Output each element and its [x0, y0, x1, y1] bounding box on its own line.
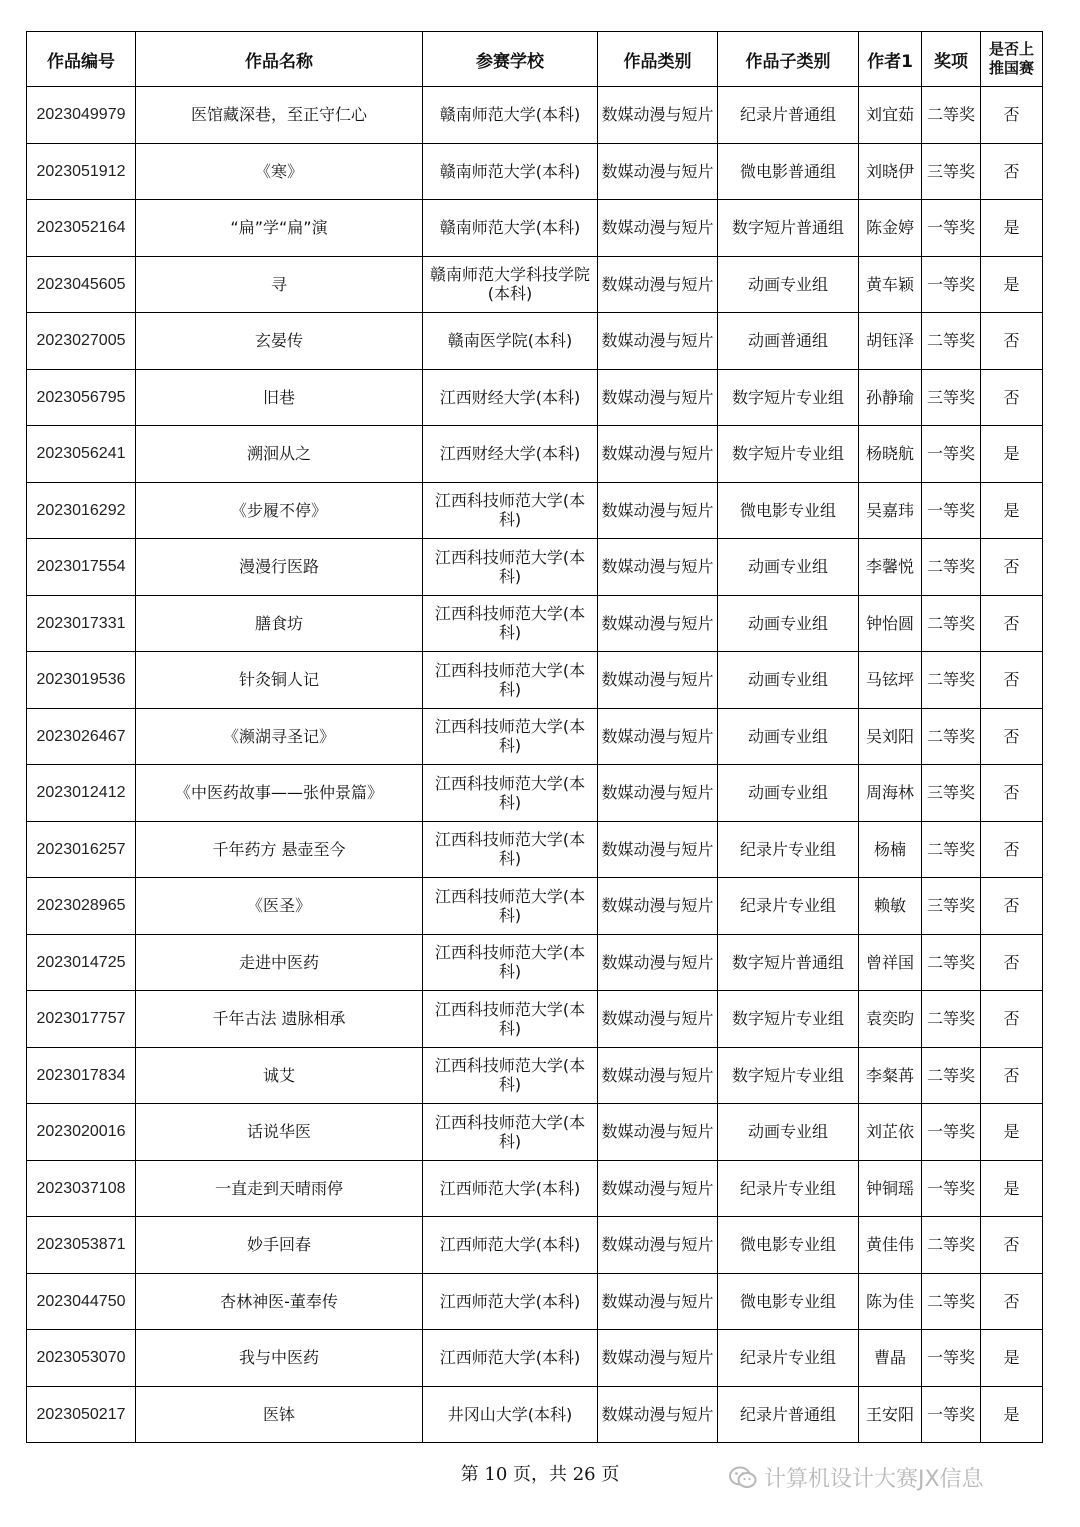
subcategory-cell: 动画专业组 — [718, 595, 859, 652]
subcategory-cell: 纪录片专业组 — [718, 1330, 859, 1387]
work-id-cell: 2023052164 — [27, 200, 136, 257]
category-cell: 数媒动漫与短片 — [598, 1047, 718, 1104]
author-cell: 马铉坪 — [859, 652, 922, 709]
school-cell: 江西科技师范大学(本科) — [423, 482, 598, 539]
category-cell: 数媒动漫与短片 — [598, 934, 718, 991]
page-footer: 第 10 页，共 26 页 — [460, 1464, 620, 1485]
work-title-cell: 我与中医药 — [136, 1330, 423, 1387]
work-id-cell: 2023053871 — [27, 1217, 136, 1274]
work-title-cell: 千年古法 遗脉相承 — [136, 991, 423, 1048]
subcategory-cell: 动画专业组 — [718, 765, 859, 822]
category-cell: 数媒动漫与短片 — [598, 708, 718, 765]
work-title-cell: 膳食坊 — [136, 595, 423, 652]
national-cell: 否 — [981, 143, 1043, 200]
award-cell: 二等奖 — [922, 1217, 981, 1274]
award-cell: 二等奖 — [922, 87, 981, 144]
work-id-cell: 2023050217 — [27, 1386, 136, 1443]
author-cell: 钟怡圆 — [859, 595, 922, 652]
work-title-cell: 诚艾 — [136, 1047, 423, 1104]
work-id-cell: 2023012412 — [27, 765, 136, 822]
header-cell: 参赛学校 — [423, 32, 598, 87]
author-cell: 胡钰泽 — [859, 313, 922, 370]
author-cell: 李粲苒 — [859, 1047, 922, 1104]
national-cell: 否 — [981, 313, 1043, 370]
header-cell: 作品编号 — [27, 32, 136, 87]
national-cell: 否 — [981, 652, 1043, 709]
subcategory-cell: 微电影普通组 — [718, 143, 859, 200]
work-id-cell: 2023056795 — [27, 369, 136, 426]
work-title-cell: 旧巷 — [136, 369, 423, 426]
table-row — [27, 991, 1043, 1048]
table-body — [27, 87, 1043, 1443]
work-id-cell: 2023044750 — [27, 1273, 136, 1330]
subcategory-cell: 微电影专业组 — [718, 1217, 859, 1274]
table-row — [27, 765, 1043, 822]
author-cell: 曹晶 — [859, 1330, 922, 1387]
work-id-cell: 2023019536 — [27, 652, 136, 709]
work-title-cell: 话说华医 — [136, 1104, 423, 1161]
award-cell: 三等奖 — [922, 369, 981, 426]
work-title-cell: “扁”学“扁”演 — [136, 200, 423, 257]
school-cell: 江西财经大学(本科) — [423, 426, 598, 483]
national-cell: 否 — [981, 991, 1043, 1048]
table-row — [27, 143, 1043, 200]
award-cell: 二等奖 — [922, 934, 981, 991]
subcategory-cell: 数字短片普通组 — [718, 934, 859, 991]
subcategory-cell: 动画专业组 — [718, 652, 859, 709]
author-cell: 刘芷依 — [859, 1104, 922, 1161]
category-cell: 数媒动漫与短片 — [598, 256, 718, 313]
award-cell: 二等奖 — [922, 1273, 981, 1330]
school-cell: 井冈山大学(本科) — [423, 1386, 598, 1443]
award-cell: 一等奖 — [922, 482, 981, 539]
table-row — [27, 1047, 1043, 1104]
category-cell: 数媒动漫与短片 — [598, 595, 718, 652]
work-title-cell: 《医圣》 — [136, 878, 423, 935]
work-id-cell: 2023020016 — [27, 1104, 136, 1161]
author-cell: 陈金婷 — [859, 200, 922, 257]
subcategory-cell: 动画普通组 — [718, 313, 859, 370]
award-cell: 二等奖 — [922, 652, 981, 709]
school-cell: 江西科技师范大学(本科) — [423, 1047, 598, 1104]
school-cell: 江西师范大学(本科) — [423, 1160, 598, 1217]
table-row — [27, 1217, 1043, 1274]
category-cell: 数媒动漫与短片 — [598, 313, 718, 370]
school-cell: 江西科技师范大学(本科) — [423, 652, 598, 709]
award-cell: 二等奖 — [922, 708, 981, 765]
school-cell: 赣南医学院(本科) — [423, 313, 598, 370]
work-id-cell: 2023016292 — [27, 482, 136, 539]
subcategory-cell: 数字短片普通组 — [718, 200, 859, 257]
table-row — [27, 878, 1043, 935]
work-id-cell: 2023045605 — [27, 256, 136, 313]
table-row — [27, 87, 1043, 144]
award-cell: 二等奖 — [922, 991, 981, 1048]
work-title-cell: 针灸铜人记 — [136, 652, 423, 709]
table-row — [27, 652, 1043, 709]
category-cell: 数媒动漫与短片 — [598, 1273, 718, 1330]
work-title-cell: 杏林神医-董奉传 — [136, 1273, 423, 1330]
category-cell: 数媒动漫与短片 — [598, 482, 718, 539]
author-cell: 刘晓伊 — [859, 143, 922, 200]
wechat-icon — [728, 1465, 758, 1491]
school-cell: 江西师范大学(本科) — [423, 1330, 598, 1387]
author-cell: 杨晓航 — [859, 426, 922, 483]
category-cell: 数媒动漫与短片 — [598, 200, 718, 257]
national-cell: 否 — [981, 539, 1043, 596]
subcategory-cell: 纪录片专业组 — [718, 821, 859, 878]
work-title-cell: 《寒》 — [136, 143, 423, 200]
subcategory-cell: 数字短片专业组 — [718, 426, 859, 483]
school-cell: 江西财经大学(本科) — [423, 369, 598, 426]
work-title-cell: 《中医药故事——张仲景篇》 — [136, 765, 423, 822]
work-title-cell: 医馆藏深巷，至正守仁心 — [136, 87, 423, 144]
work-title-cell: 走进中医药 — [136, 934, 423, 991]
national-cell: 是 — [981, 256, 1043, 313]
school-cell: 江西科技师范大学(本科) — [423, 1104, 598, 1161]
work-id-cell: 2023017757 — [27, 991, 136, 1048]
award-cell: 一等奖 — [922, 200, 981, 257]
table-row — [27, 313, 1043, 370]
work-id-cell: 2023026467 — [27, 708, 136, 765]
author-cell: 刘宜茹 — [859, 87, 922, 144]
national-cell: 否 — [981, 765, 1043, 822]
table-row — [27, 200, 1043, 257]
work-title-cell: 溯洄从之 — [136, 426, 423, 483]
work-id-cell: 2023017331 — [27, 595, 136, 652]
national-cell: 否 — [981, 369, 1043, 426]
category-cell: 数媒动漫与短片 — [598, 87, 718, 144]
subcategory-cell: 纪录片普通组 — [718, 1386, 859, 1443]
header-cell: 奖项 — [922, 32, 981, 87]
school-cell: 江西科技师范大学(本科) — [423, 878, 598, 935]
category-cell: 数媒动漫与短片 — [598, 426, 718, 483]
work-title-cell: 千年药方 悬壶至今 — [136, 821, 423, 878]
author-cell: 黄车颖 — [859, 256, 922, 313]
watermark-text: 计算机设计大赛JX信息 — [764, 1467, 984, 1492]
header-cell: 作品类别 — [598, 32, 718, 87]
header-cell: 作品名称 — [136, 32, 423, 87]
work-title-cell: 《濒湖寻圣记》 — [136, 708, 423, 765]
school-cell: 江西科技师范大学(本科) — [423, 765, 598, 822]
work-title-cell: 玄晏传 — [136, 313, 423, 370]
category-cell: 数媒动漫与短片 — [598, 143, 718, 200]
national-cell: 是 — [981, 1330, 1043, 1387]
national-cell: 是 — [981, 1386, 1043, 1443]
category-cell: 数媒动漫与短片 — [598, 821, 718, 878]
work-title-cell: 漫漫行医路 — [136, 539, 423, 596]
table-row — [27, 1160, 1043, 1217]
work-id-cell: 2023017554 — [27, 539, 136, 596]
work-id-cell: 2023056241 — [27, 426, 136, 483]
table-row — [27, 1104, 1043, 1161]
author-cell: 周海林 — [859, 765, 922, 822]
national-cell: 是 — [981, 200, 1043, 257]
award-cell: 三等奖 — [922, 765, 981, 822]
school-cell: 江西师范大学(本科) — [423, 1273, 598, 1330]
subcategory-cell: 纪录片普通组 — [718, 87, 859, 144]
header-cell: 作者1 — [859, 32, 922, 87]
national-cell: 否 — [981, 708, 1043, 765]
results-table — [26, 31, 1043, 1443]
national-cell: 否 — [981, 878, 1043, 935]
category-cell: 数媒动漫与短片 — [598, 369, 718, 426]
author-cell: 黄佳伟 — [859, 1217, 922, 1274]
national-cell: 否 — [981, 934, 1043, 991]
award-cell: 一等奖 — [922, 1330, 981, 1387]
school-cell: 江西科技师范大学(本科) — [423, 934, 598, 991]
work-id-cell: 2023049979 — [27, 87, 136, 144]
table-row — [27, 708, 1043, 765]
award-cell: 三等奖 — [922, 878, 981, 935]
table-row — [27, 595, 1043, 652]
table-row — [27, 1273, 1043, 1330]
work-title-cell: 医钵 — [136, 1386, 423, 1443]
subcategory-cell: 数字短片专业组 — [718, 369, 859, 426]
work-id-cell: 2023051912 — [27, 143, 136, 200]
category-cell: 数媒动漫与短片 — [598, 1104, 718, 1161]
author-cell: 陈为佳 — [859, 1273, 922, 1330]
work-title-cell: 妙手回春 — [136, 1217, 423, 1274]
national-cell: 是 — [981, 426, 1043, 483]
national-cell: 是 — [981, 482, 1043, 539]
school-cell: 江西科技师范大学(本科) — [423, 821, 598, 878]
table-row — [27, 1386, 1043, 1443]
category-cell: 数媒动漫与短片 — [598, 765, 718, 822]
national-cell: 否 — [981, 821, 1043, 878]
table-row — [27, 821, 1043, 878]
category-cell: 数媒动漫与短片 — [598, 1217, 718, 1274]
author-cell: 吴刘阳 — [859, 708, 922, 765]
award-cell: 二等奖 — [922, 1047, 981, 1104]
work-title-cell: 一直走到天晴雨停 — [136, 1160, 423, 1217]
school-cell: 赣南师范大学(本科) — [423, 200, 598, 257]
national-cell: 否 — [981, 1273, 1043, 1330]
header-cell: 作品子类别 — [718, 32, 859, 87]
school-cell: 赣南师范大学科技学院(本科) — [423, 256, 598, 313]
subcategory-cell: 微电影专业组 — [718, 1273, 859, 1330]
award-cell: 二等奖 — [922, 821, 981, 878]
author-cell: 曾祥国 — [859, 934, 922, 991]
work-title-cell: 寻 — [136, 256, 423, 313]
award-cell: 一等奖 — [922, 426, 981, 483]
school-cell: 江西科技师范大学(本科) — [423, 595, 598, 652]
school-cell: 江西科技师范大学(本科) — [423, 539, 598, 596]
work-id-cell: 2023037108 — [27, 1160, 136, 1217]
award-cell: 一等奖 — [922, 256, 981, 313]
subcategory-cell: 动画专业组 — [718, 539, 859, 596]
author-cell: 赖敏 — [859, 878, 922, 935]
award-cell: 二等奖 — [922, 595, 981, 652]
school-cell: 江西师范大学(本科) — [423, 1217, 598, 1274]
category-cell: 数媒动漫与短片 — [598, 1386, 718, 1443]
award-cell: 二等奖 — [922, 313, 981, 370]
national-cell: 否 — [981, 87, 1043, 144]
author-cell: 钟铜瑶 — [859, 1160, 922, 1217]
author-cell: 杨楠 — [859, 821, 922, 878]
national-cell: 否 — [981, 1047, 1043, 1104]
work-id-cell: 2023014725 — [27, 934, 136, 991]
national-cell: 否 — [981, 1217, 1043, 1274]
subcategory-cell: 动画专业组 — [718, 256, 859, 313]
table-row — [27, 426, 1043, 483]
subcategory-cell: 纪录片专业组 — [718, 1160, 859, 1217]
author-cell: 袁奕昀 — [859, 991, 922, 1048]
school-cell: 赣南师范大学(本科) — [423, 143, 598, 200]
subcategory-cell: 数字短片专业组 — [718, 1047, 859, 1104]
work-title-cell: 《步履不停》 — [136, 482, 423, 539]
work-id-cell: 2023028965 — [27, 878, 136, 935]
work-id-cell: 2023027005 — [27, 313, 136, 370]
national-cell: 否 — [981, 595, 1043, 652]
category-cell: 数媒动漫与短片 — [598, 1330, 718, 1387]
award-cell: 二等奖 — [922, 539, 981, 596]
category-cell: 数媒动漫与短片 — [598, 878, 718, 935]
national-cell: 是 — [981, 1104, 1043, 1161]
table-row — [27, 256, 1043, 313]
table-row — [27, 1330, 1043, 1387]
work-id-cell: 2023017834 — [27, 1047, 136, 1104]
award-cell: 三等奖 — [922, 143, 981, 200]
category-cell: 数媒动漫与短片 — [598, 652, 718, 709]
subcategory-cell: 数字短片专业组 — [718, 991, 859, 1048]
author-cell: 吴嘉玮 — [859, 482, 922, 539]
award-cell: 一等奖 — [922, 1160, 981, 1217]
subcategory-cell: 动画专业组 — [718, 708, 859, 765]
category-cell: 数媒动漫与短片 — [598, 991, 718, 1048]
author-cell: 李馨悦 — [859, 539, 922, 596]
author-cell: 王安阳 — [859, 1386, 922, 1443]
watermark — [728, 1462, 984, 1493]
school-cell: 赣南师范大学(本科) — [423, 87, 598, 144]
work-id-cell: 2023016257 — [27, 821, 136, 878]
subcategory-cell: 动画专业组 — [718, 1104, 859, 1161]
header-row — [27, 32, 1043, 87]
category-cell: 数媒动漫与短片 — [598, 1160, 718, 1217]
category-cell: 数媒动漫与短片 — [598, 539, 718, 596]
award-cell: 一等奖 — [922, 1386, 981, 1443]
author-cell: 孙静瑜 — [859, 369, 922, 426]
national-cell: 是 — [981, 1160, 1043, 1217]
table-row — [27, 539, 1043, 596]
school-cell: 江西科技师范大学(本科) — [423, 991, 598, 1048]
table-row — [27, 482, 1043, 539]
work-id-cell: 2023053070 — [27, 1330, 136, 1387]
school-cell: 江西科技师范大学(本科) — [423, 708, 598, 765]
award-cell: 一等奖 — [922, 1104, 981, 1161]
subcategory-cell: 纪录片专业组 — [718, 878, 859, 935]
header-cell: 是否上推国赛 — [981, 32, 1043, 87]
subcategory-cell: 微电影专业组 — [718, 482, 859, 539]
table-row — [27, 369, 1043, 426]
table-row — [27, 934, 1043, 991]
